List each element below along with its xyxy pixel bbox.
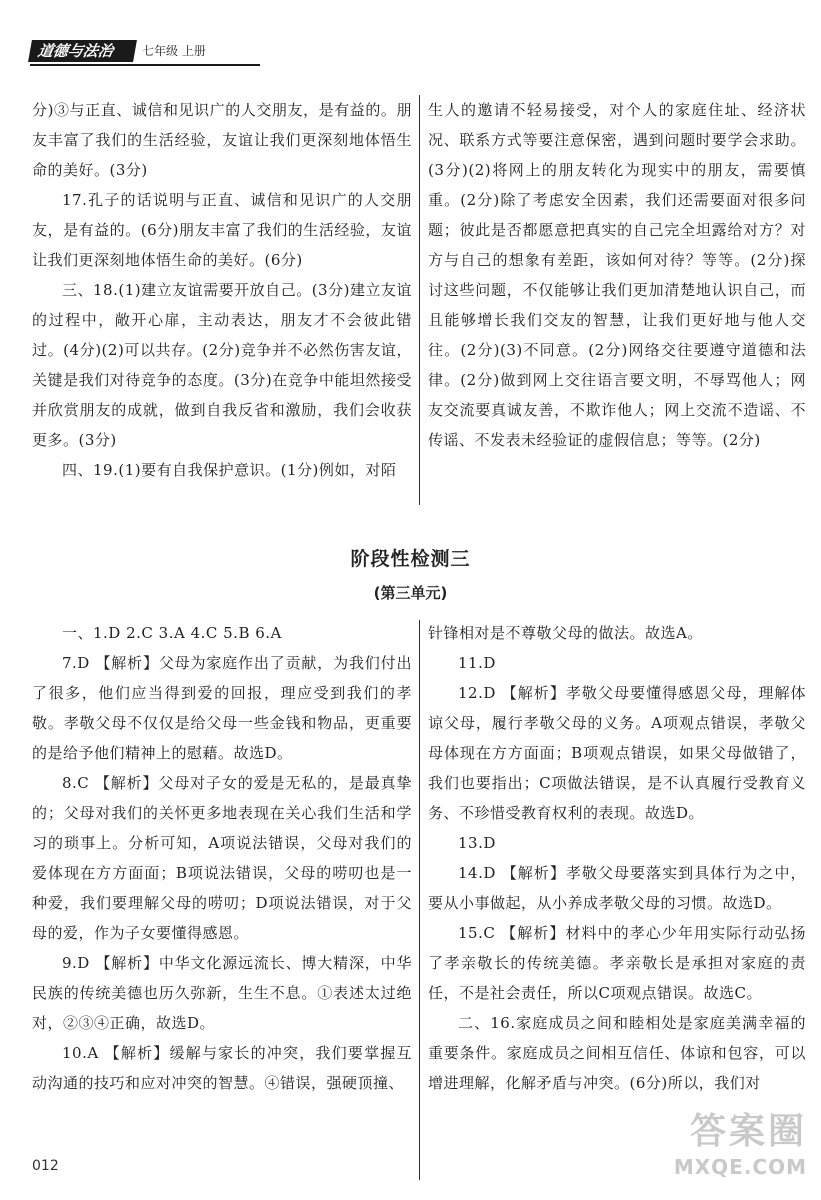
running-header	[30, 40, 270, 62]
top-right-column	[428, 95, 806, 455]
answer-paragraph: 分)③与正直、诚信和见识广的人交朋友，是有益的。朋友丰富了我们的生活经验，友谊让我们更深刻地体悟生命的美好。(3分)	[32, 101, 412, 179]
subject-title: 道德与法治	[28, 40, 137, 62]
answer-paragraph: 生人的邀请不轻易接受，对个人的家庭住址、经济状况、联系方式等要注意保密，遇到问题时要学会求助。(3分)(2)将网上的朋友转化为现实中的朋友，需要慎重。(2分)除了考虑安全因素，我们还需要面对很多问题；彼此是否都愿意把真实的自己完全坦露给对方？对方与自己的想象有差距，该如何对待？等等。(2分)探讨这些问题，不仅能够让我们更加清楚地认识自己，而且能够增长我们交友的智慧，让我们更好地与他人交往。(2分)(3)不同意。(2分)网络交往要遵守道德和法律。(2分)做到网上交往语言要文明，不辱骂他人；网友交流要真诚友善，不欺诈他人；网上交流不造谣、不传谣、不发表未经验证的虚假信息；等等。(2分)	[428, 101, 806, 449]
answer-paragraph: 17.孔子的话说明与正直、诚信和见识广的人交朋友，是有益的。(6分)朋友丰富了我们的生活经验，友谊让我们更深刻地体悟生命的美好。(6分)	[32, 191, 412, 269]
answer-paragraph: 9.D 【解析】中华文化源远流长、博大精深，中华民族的传统美德也历久弥新，生生不息。①表述太过绝对，②③④正确，故选D。	[32, 954, 412, 1032]
answer-paragraph: 12.D 【解析】孝敬父母要懂得感恩父母，理解体谅父母，履行孝敬父母的义务。A项观点错误，孝敬父母体现在方方面面；B项观点错误，如果父母做错了，我们也要指出；C项做法错误，是不认真履行受教育义务、不珍惜受教育权利的表现。故选D。	[428, 684, 806, 822]
answer-paragraph: 四、19.(1)要有自我保护意识。(1分)例如，对陌	[62, 461, 397, 479]
answer-paragraph: 二、16.家庭成员之间和睦相处是家庭美满幸福的重要条件。家庭成员之间相互信任、体谅和包容，可以增进理解，化解矛盾与冲突。(6分)所以，我们对	[428, 1014, 806, 1092]
answer-paragraph: 11.D	[458, 654, 496, 672]
bottom-right-column	[428, 618, 806, 1098]
answer-paragraph: 7.D 【解析】父母为家庭作出了贡献，为我们付出了很多，他们应当得到爱的回报，理应受到我们的孝敬。孝敬父母不仅仅是给父母一些金钱和物品，更重要的是给予他们精神上的慰藉。故选D。	[32, 654, 412, 762]
bottom-left-column	[32, 618, 412, 1098]
answer-paragraph: 三、18.(1)建立友谊需要开放自己。(3分)建立友谊的过程中，敞开心扉，主动表达，朋友才不会彼此错过。(4分)(2)可以共存。(2分)竞争并不必然伤害友谊，关键是我们对待竞争的态度。(3分)在竞争中能坦然接受并欣赏朋友的成就，做到自我反省和激励，我们会收获更多。(3分)	[32, 281, 412, 449]
section-subtitle: (第三单元)	[373, 584, 448, 602]
section-title: 阶段性检测三	[350, 548, 471, 570]
watermark-url: MXQE.COM	[673, 1155, 807, 1179]
page-number: 012	[32, 1158, 59, 1174]
answer-paragraph: 针锋相对是不尊敬父母的做法。故选A。	[428, 624, 703, 642]
answer-paragraph: 13.D	[458, 834, 496, 852]
answer-paragraph: 一、1.D 2.C 3.A 4.C 5.B 6.A	[62, 624, 282, 642]
grade-label: 七年级 上册	[142, 44, 206, 58]
top-left-column	[32, 95, 412, 485]
column-divider	[419, 620, 420, 1180]
answer-paragraph: 15.C 【解析】材料中的孝心少年用实际行动弘扬了孝亲敬长的传统美德。孝亲敬长是承担对家庭的责任，不是社会责任，所以C项观点错误。故选C。	[428, 924, 806, 1002]
answer-paragraph: 8.C 【解析】父母对子女的爱是无私的，是最真挚的；父母对我们的关怀更多地表现在关心我们生活和学习的琐事上。分析可知，A项说法错误，父母对我们的爱体现在方方面面；B项说法错误，父母的唠叨也是一种爱，我们要理解父母的唠叨；D项说法错误，对于父母的爱，作为子女要懂得感恩。	[32, 774, 412, 942]
answer-paragraph: 14.D 【解析】孝敬父母要落实到具体行为之中，要从小事做起，从小养成孝敬父母的习惯。故选D。	[428, 864, 806, 912]
column-divider	[419, 95, 420, 505]
answer-paragraph: 10.A 【解析】缓解与家长的冲突，我们要掌握互动沟通的技巧和应对冲突的智慧。④错误，强硬顶撞、	[32, 1044, 412, 1092]
watermark-text: 答案圈	[689, 1111, 807, 1152]
watermark-logo	[607, 1110, 807, 1190]
header-rule	[30, 64, 260, 66]
